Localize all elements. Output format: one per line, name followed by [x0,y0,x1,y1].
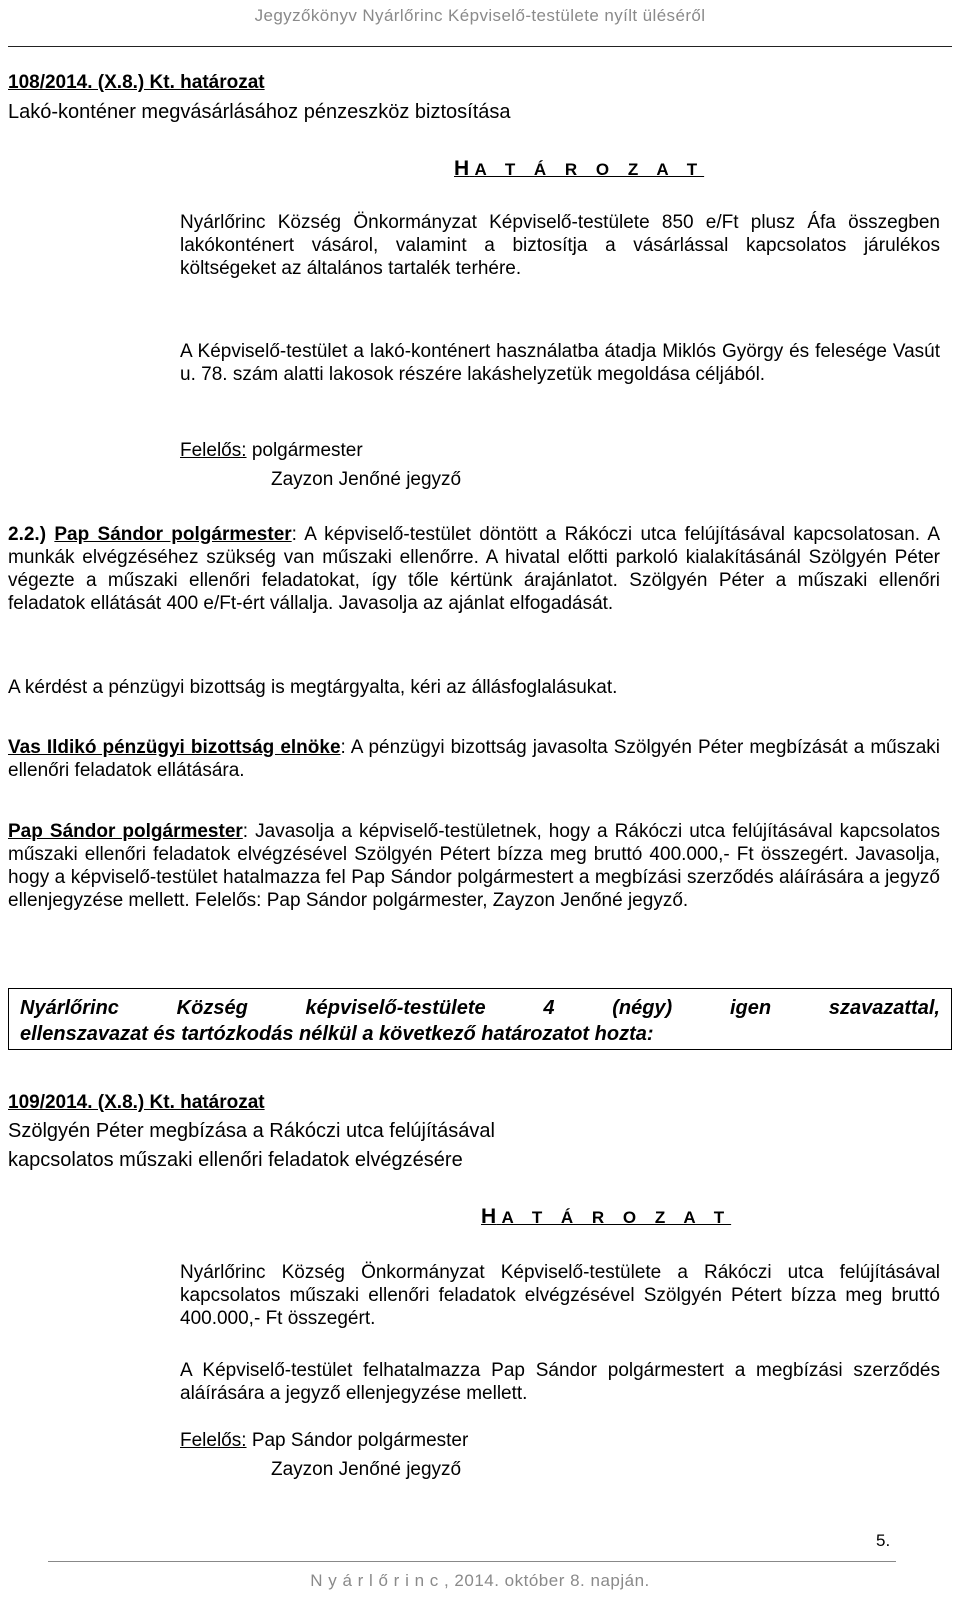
responsible-line [180,1429,468,1452]
resolution-paragraph: A Képviselő-testület felhatalmazza Pap Sándor polgármestert a megbízási szerződés aláírására a jegyző ellenjegyzése mellett. [180,1360,940,1404]
heading-initial: H [454,157,470,180]
speaker-name: Pap Sándor polgármester [8,821,243,842]
speaker-name: Vas Ildikó pénzügyi bizottság elnöke [8,737,341,758]
vote-line: ellenszavazat és tartózkodás nélkül a következő határozatot hozta: [20,1023,654,1045]
heading-rest: A T Á R O Z A T [501,1208,732,1227]
responsible-person: Zayzon Jenőné jegyző [271,469,462,490]
footer-divider [48,1561,896,1562]
resolution-number [8,71,265,94]
page-number: 5. [876,1531,891,1550]
responsible-person: Zayzon Jenőné jegyző [271,1459,462,1480]
speaker-name: Pap Sándor polgármester [54,524,292,545]
responsible-person: Pap Sándor polgármester [251,1430,469,1451]
responsible-line [180,439,363,462]
resolution-paragraph: Nyárlőrinc Község Önkormányzat Képviselő-testülete 850 e/Ft plusz Áfa összegben lakókonténert vásárol, valamint a biztosítja a vásárlással kapcsolatos járulékos költségeket az általános tartalék terhére. [180,212,940,279]
speaker-statement: : Javasolja a képviselő-testületnek, hogy a Rákóczi utca felújításával kapcsolatos műszaki ellenőri feladatok elvégzésével Szölgyén Pétert bízza meg bruttó 400.000,- Ft összegért. Javasolja, hogy a képviselő-testület hatalmazza fel Pap Sándor polgármestert a megbízási szerződés aláírására a jegyző ellenjegyzése mellett. Felelős: Pap Sándor polgármester, Zayzon Jenőné jegyző. [8,821,941,911]
resolution-subject: Szölgyén Péter megbízása a Rákóczi utca felújításával [8,1120,495,1142]
speaker-statement: : A pénzügyi bizottság javasolta Szölgyén Péter megbízását a műszaki ellenőri feladatok ellátására. [8,737,941,781]
running-header: Jegyzőkönyv Nyárlőrinc Képviselő-testülete nyílt üléséről [254,6,706,25]
resolution-paragraph: Nyárlőrinc Község Önkormányzat Képviselő-testülete a Rákóczi utca felújításával kapcsolatos műszaki ellenőri feladatok elvégzésével Szölgyén Pétert bízza meg bruttó 400.000,- Ft összegért. [180,1262,940,1329]
resolution-subject: Lakó-konténer megvásárlásához pénzeszköz biztosítása [8,101,511,123]
discussion-paragraph: A kérdést a pénzügyi bizottság is megtárgyalta, kéri az állásfoglalásukat. [8,677,618,698]
resolution-number [8,1091,265,1114]
vote-line: Nyárlőrinc Község képviselő-testülete 4 (négy) igen szavazattal, [20,997,940,1019]
item-number: 2.2.) [8,524,47,545]
resolution-number-text: 109/2014. (X.8.) Kt. határozat [8,1092,265,1113]
responsible-person: polgármester [251,440,363,461]
heading-initial: H [481,1205,497,1228]
resolution-heading [481,1205,731,1229]
discussion-paragraph [8,523,940,615]
running-footer: N y á r l ő r i n c , 2014. október 8. napján. [310,1571,650,1590]
responsible-label: Felelős: [180,440,247,461]
discussion-paragraph [8,736,940,782]
speaker-statement: : A képviselő-testület döntött a Rákóczi utca felújításával kapcsolatosan. A munkák elvégzéséhez szükség van műszaki ellenőrre. A hivatal előtti parkoló kialakításánál Szölgyén Péter végezte a műszaki ellenőri feladatokat, így tőle kértünk árajánlatot. Szölgyén Péter a műszaki ellenőri feladatok ellátását 400 e/Ft-ért vállalja. Javasolja az ajánlat elfogadását. [8,524,941,614]
resolution-number-text: 108/2014. (X.8.) Kt. határozat [8,72,265,93]
resolution-heading [454,157,704,181]
resolution-subject: kapcsolatos műszaki ellenőri feladatok elvégzésére [8,1149,463,1171]
resolution-paragraph: A Képviselő-testület a lakó-konténert használatba átadja Miklós György és felesége Vasút u. 78. szám alatti lakosok részére lakáshelyzetük megoldása céljából. [180,341,940,385]
heading-rest: A T Á R O Z A T [474,160,705,179]
discussion-paragraph [8,820,940,912]
header-divider [8,46,952,47]
responsible-label: Felelős: [180,1430,247,1451]
